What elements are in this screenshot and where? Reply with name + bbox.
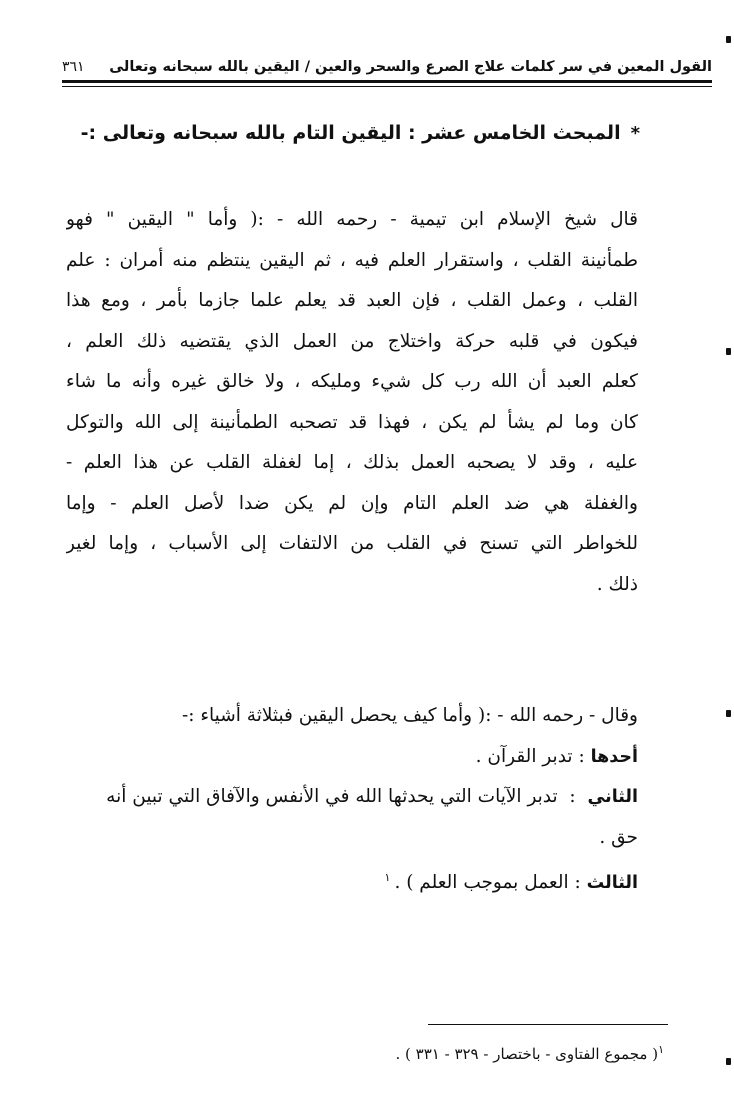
- list-item: [66, 777, 638, 818]
- footnote: [66, 1038, 668, 1066]
- paragraph-ibn-taymiyyah: [66, 200, 638, 605]
- item-separator: :: [572, 745, 591, 767]
- paragraph-three-things: [66, 696, 638, 904]
- page-header: [62, 40, 712, 76]
- text-line: فيكون في قلبه حركة واختلاج من العمل الذي يقتضيه ذلك العلم ،: [66, 330, 638, 352]
- item-text: تدبر الآيات التي يحدثها الله في الأنفس والآفاق التي تبين أنه: [106, 786, 558, 807]
- item-text: العمل بموجب العلم ) .: [394, 872, 569, 894]
- scan-mark: [726, 36, 731, 43]
- scan-mark: [726, 1058, 731, 1065]
- text-line: قال شيخ الإسلام ابن تيمية - رحمه الله - :( وأما " اليقين " فهو: [66, 209, 638, 230]
- header-rule-thin: [62, 86, 712, 87]
- item-label: الثاني: [587, 787, 638, 807]
- star-bullet: *: [630, 123, 640, 144]
- list-item: [66, 858, 638, 904]
- header-rule-thick: [62, 80, 712, 83]
- text-line: للخواطر التي تسنح في القلب من الالتفات إلى الأسباب ، وإما لغير: [66, 533, 638, 554]
- text-line: والغفلة هي ضد العلم التام وإن لم يكن ضدا لأصل العلم - وإما: [66, 492, 638, 514]
- item-label: أحدها: [590, 746, 638, 767]
- text-line: كعلم العبد أن الله رب كل شيء ومليكه ، ولا خالق غيره وأنه ما شاء: [66, 371, 638, 392]
- text-line: القلب ، وعمل القلب ، فإن العبد قد يعلم علما جازما بأمر ، ومع هذا: [66, 290, 638, 311]
- footnote-marker: ١: [658, 1043, 664, 1056]
- footnote-text: ( مجموع الفتاوى - باختصار - ٣٢٩ - ٣٣١ ) .: [395, 1045, 659, 1063]
- text-line: كان وما لم يشأ لم يكن ، فهذا قد تصحبه الطمأنينة إلى الله والتوكل: [66, 411, 638, 433]
- item-separator: :: [557, 786, 588, 807]
- section-heading: [80, 118, 640, 149]
- item-text: حق .: [599, 826, 638, 848]
- item-label: الثالث: [586, 873, 638, 894]
- scan-mark: [726, 348, 731, 355]
- section-heading-text: المبحث الخامس عشر : اليقين التام بالله سبحانه وتعالى :-: [80, 122, 621, 144]
- intro-line: وقال - رحمه الله - :( وأما كيف يحصل اليقين فبثلاثة أشياء :-: [181, 705, 638, 726]
- running-title: القول المعين في سر كلمات علاج الصرع والسحر والعين / اليقين بالله سبحانه وتعالى: [109, 58, 712, 75]
- item-separator: :: [568, 872, 587, 894]
- text-line: عليه ، وقد لا يصحبه العمل بذلك ، إما لغفلة القلب عن هذا العلم -: [66, 452, 638, 473]
- list-item: [66, 737, 638, 778]
- text-line: ذلك .: [596, 573, 638, 595]
- scan-mark: [726, 710, 731, 717]
- item-text: تدبر القرآن .: [475, 745, 573, 767]
- list-item-continuation: [66, 818, 638, 859]
- footnote-reference: ١: [384, 871, 391, 884]
- text-line: طمأنينة القلب ، واستقرار العلم فيه ، ثم اليقين ينتظم منه أمران : علم: [66, 249, 638, 271]
- footnote-separator: [428, 1024, 668, 1025]
- page-number: ٣٦١: [62, 59, 85, 76]
